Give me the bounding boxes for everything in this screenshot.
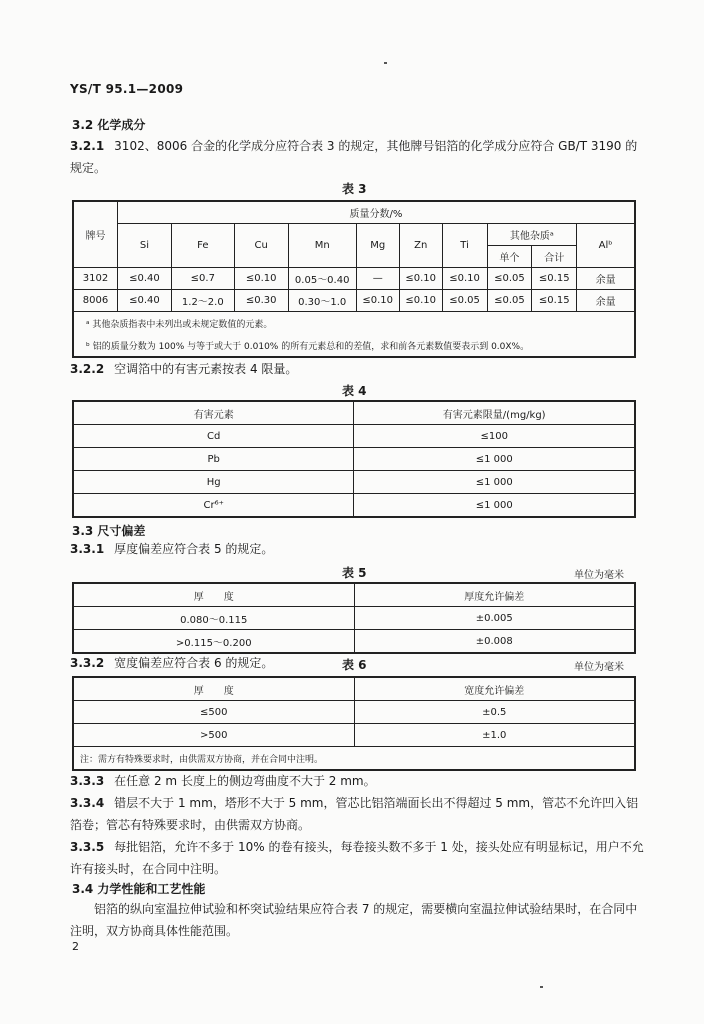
cell-mg: —: [356, 268, 399, 290]
clause-number: 3.3.4: [70, 796, 105, 810]
table-6-unit: 单位为毫米: [574, 662, 624, 673]
table-row: [73, 607, 635, 630]
clause-3-3-5: [70, 836, 644, 880]
cell-element: Pb: [73, 448, 354, 471]
cell-single: ≤0.05: [487, 290, 532, 312]
header-ti: Ti: [442, 224, 487, 268]
cell-tolerance: ±0.008: [354, 630, 635, 654]
clause-text: 铝箔的纵向室温拉伸试验和杯突试验结果应符合表 7 的规定，需要横向室温拉伸试验结果时，在合同中注明，双方协商具体性能范围。: [70, 902, 638, 938]
clause-text: 空调箔中的有害元素按表 4 限量。: [114, 362, 298, 376]
speck: [540, 986, 543, 988]
footnote-a: ᵃ 其他杂质指表中未列出或未规定数值的元素。: [73, 312, 635, 335]
table-row: [73, 448, 635, 471]
header-mn: Mn: [288, 224, 356, 268]
cell-al: 余量: [577, 290, 635, 312]
table-3: [72, 200, 636, 358]
cell-zn: ≤0.10: [399, 268, 442, 290]
clause-3-3-3: [70, 770, 644, 792]
clause-3-4: [70, 898, 644, 942]
clause-3-3-1: [70, 538, 644, 560]
footnote-b: ᵇ 铝的质量分数为 100% 与等于或大于 0.010% 的所有元素总和的差值，求和前各元素数值要表示到 0.0X%。: [73, 334, 635, 357]
clause-number: 3.2.1: [70, 139, 105, 153]
header-thickness: 厚 度: [73, 583, 354, 607]
table-5-unit: 单位为毫米: [574, 570, 624, 581]
cell-element: Cd: [73, 425, 354, 448]
page-number: 2: [72, 940, 79, 953]
table-row: [73, 701, 635, 724]
clause-number: 3.3.1: [70, 542, 105, 556]
cell-cu: ≤0.30: [234, 290, 288, 312]
clause-3-3-4: [70, 792, 644, 836]
cell-al: 余量: [577, 268, 635, 290]
cell-element: Hg: [73, 471, 354, 494]
cell-tolerance: ±1.0: [354, 724, 635, 747]
header-single: 单个: [487, 246, 532, 268]
clause-text: 厚度偏差应符合表 5 的规定。: [114, 542, 274, 556]
header-thickness: 厚 度: [73, 677, 354, 701]
cell-fe: 1.2～2.0: [171, 290, 234, 312]
speck: [384, 62, 387, 64]
header-harmful-element: 有害元素: [73, 401, 354, 425]
header-other-impurities: 其他杂质ᵃ: [487, 224, 577, 246]
clause-3-2-2: [70, 358, 644, 380]
table-row: [73, 290, 635, 312]
section-3-4-title: 3.4 力学性能和工艺性能: [72, 882, 206, 896]
cell-single: ≤0.05: [487, 268, 532, 290]
cell-ti: ≤0.10: [442, 268, 487, 290]
header-thickness-tolerance: 厚度允许偏差: [354, 583, 635, 607]
cell-limit: ≤100: [354, 425, 635, 448]
header-width-tolerance: 宽度允许偏差: [354, 677, 635, 701]
table-row: [73, 724, 635, 747]
header-fe: Fe: [171, 224, 234, 268]
clause-text: 3102、8006 合金的化学成分应符合表 3 的规定，其他牌号铝箔的化学成分应符合 GB/T 3190 的规定。: [70, 139, 638, 175]
table-6: [72, 676, 636, 771]
cell-total: ≤0.15: [532, 268, 577, 290]
cell-thickness: >0.115～0.200: [73, 630, 354, 654]
table-5: [72, 582, 636, 654]
clause-text: 每批铝箔，允许不多于 10% 的卷有接头，每卷接头数不多于 1 处，接头处应有明显标记，用户不允许有接头时，在合同中注明。: [70, 840, 644, 876]
clause-3-3-2: [70, 652, 330, 674]
cell-element: Cr⁶⁺: [73, 494, 354, 518]
clause-text: 错层不大于 1 mm，塔形不大于 5 mm，管芯比铝箔端面长出不得超过 5 mm，管芯不允许凹入铝箔卷；管芯有特殊要求时，由供需双方协商。: [70, 796, 639, 832]
table-row: [73, 425, 635, 448]
section-3-3-title: 3.3 尺寸偏差: [72, 524, 146, 538]
cell-mn: 0.05～0.40: [288, 268, 356, 290]
clause-number: 3.2.2: [70, 362, 105, 376]
cell-ti: ≤0.05: [442, 290, 487, 312]
clause-number: 3.3.3: [70, 774, 105, 788]
cell-brand: 3102: [73, 268, 117, 290]
table-6-note: 注：需方有特殊要求时，由供需双方协商，并在合同中注明。: [73, 747, 635, 771]
cell-limit: ≤1 000: [354, 494, 635, 518]
cell-si: ≤0.40: [117, 268, 171, 290]
cell-thickness: ≤500: [73, 701, 354, 724]
table-4: [72, 400, 636, 518]
header-mass-fraction: 质量分数/%: [117, 201, 635, 224]
header-si: Si: [117, 224, 171, 268]
header-cu: Cu: [234, 224, 288, 268]
table-6-caption: 表 6: [342, 658, 367, 672]
cell-fe: ≤0.7: [171, 268, 234, 290]
clause-text: 宽度偏差应符合表 6 的规定。: [114, 656, 274, 670]
cell-zn: ≤0.10: [399, 290, 442, 312]
clause-text: 在任意 2 m 长度上的侧边弯曲度不大于 2 mm。: [114, 774, 376, 788]
cell-thickness: >500: [73, 724, 354, 747]
clause-3-2-1: [70, 135, 644, 179]
cell-brand: 8006: [73, 290, 117, 312]
cell-total: ≤0.15: [532, 290, 577, 312]
table-5-caption: 表 5: [342, 566, 367, 580]
header-mg: Mg: [356, 224, 399, 268]
table-row: [73, 630, 635, 654]
section-3-2-title: 3.2 化学成分: [72, 118, 146, 132]
header-total: 合计: [532, 246, 577, 268]
table-row: [73, 471, 635, 494]
table-row: [73, 494, 635, 518]
header-al: Alᵇ: [577, 224, 635, 268]
table-3-caption: 表 3: [342, 182, 367, 196]
header-limit: 有害元素限量/(mg/kg): [354, 401, 635, 425]
cell-limit: ≤1 000: [354, 471, 635, 494]
cell-thickness: 0.080～0.115: [73, 607, 354, 630]
cell-tolerance: ±0.005: [354, 607, 635, 630]
cell-mn: 0.30～1.0: [288, 290, 356, 312]
standard-number: YS/T 95.1—2009: [70, 82, 184, 96]
table-row: [73, 268, 635, 290]
cell-tolerance: ±0.5: [354, 701, 635, 724]
header-zn: Zn: [399, 224, 442, 268]
clause-number: 3.3.2: [70, 656, 105, 670]
header-brand: 牌号: [73, 201, 117, 268]
table-4-caption: 表 4: [342, 384, 367, 398]
cell-limit: ≤1 000: [354, 448, 635, 471]
cell-cu: ≤0.10: [234, 268, 288, 290]
cell-si: ≤0.40: [117, 290, 171, 312]
cell-mg: ≤0.10: [356, 290, 399, 312]
clause-number: 3.3.5: [70, 840, 105, 854]
